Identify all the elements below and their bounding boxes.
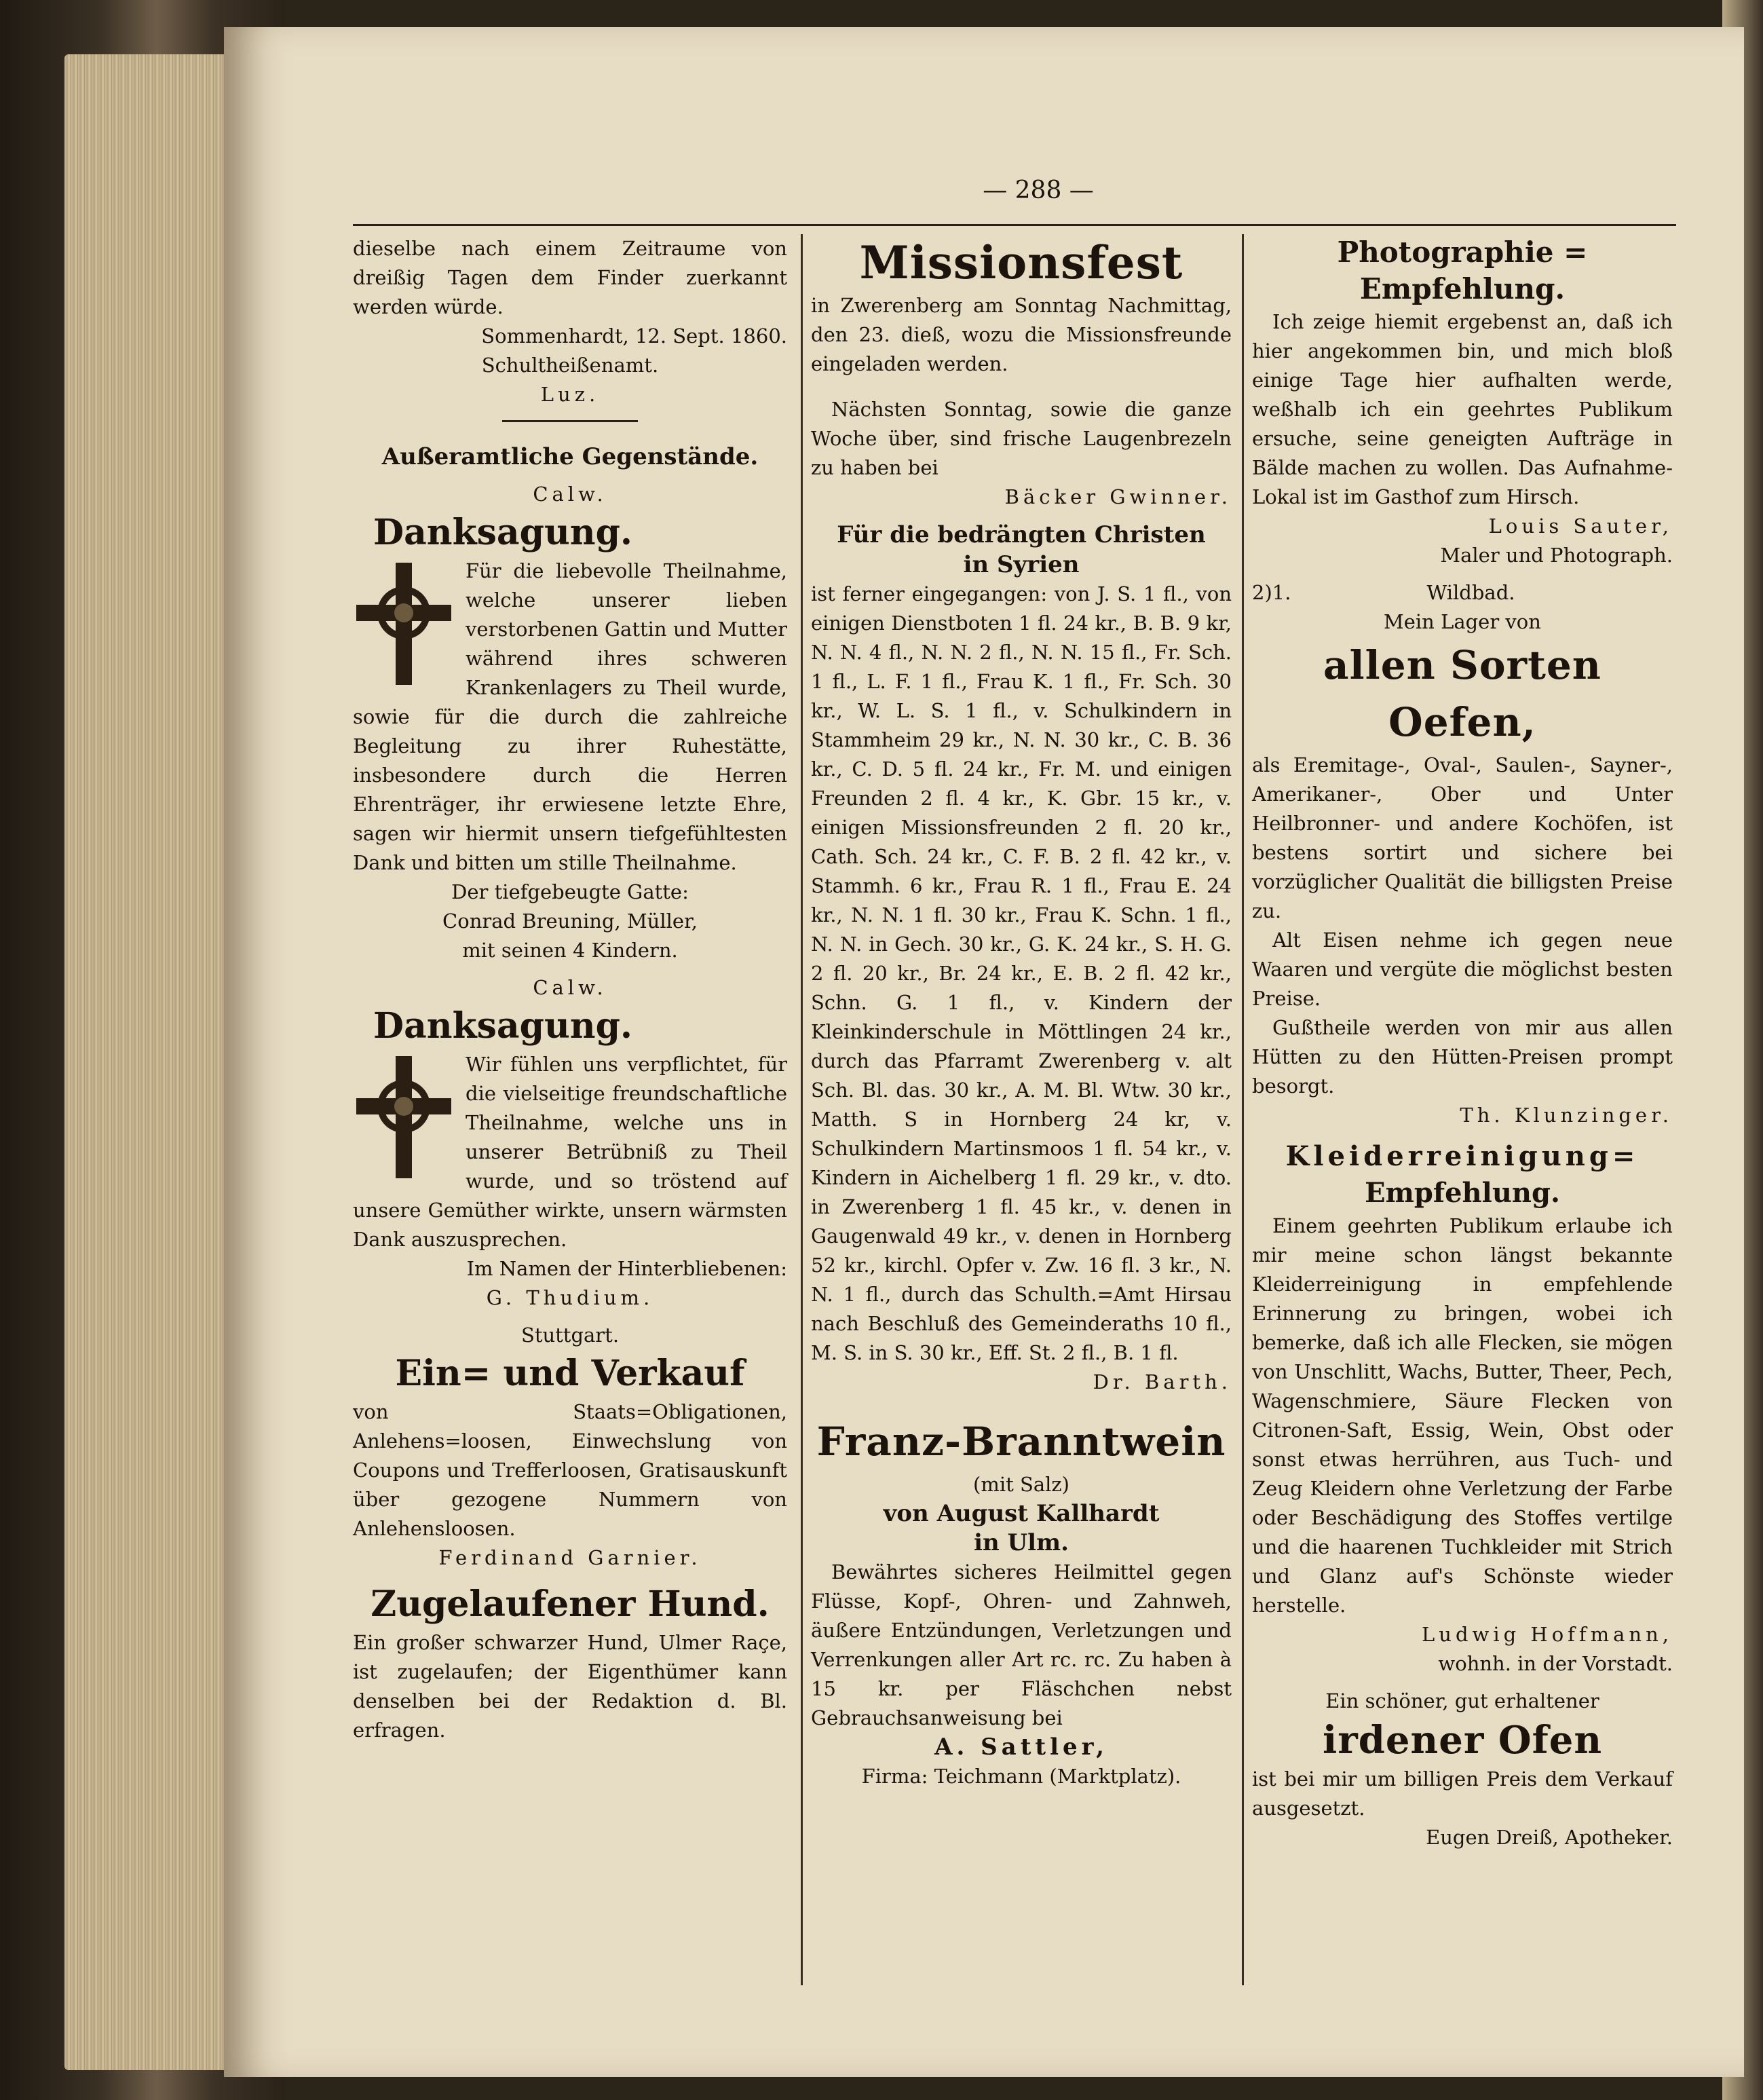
franz-subtitle: (mit Salz) [973, 1473, 1069, 1496]
thanks1-title: Danksagung. [373, 512, 633, 553]
column-1 [353, 234, 787, 1745]
thanks2-title: Danksagung. [373, 1005, 633, 1047]
photo-signature-2: Maler und Photograph. [1440, 544, 1673, 567]
thanks1-signature-3: mit seinen 4 Kindern. [462, 939, 678, 962]
thanks1-body: Für die liebevolle Theilnahme, welche unserer lieben verstorbenen Gattin und Mutter während ihres schweren Krankenlagers zu Theil wurde, sowie für die durch die zahlreiche Begleitung zu ihrer Ruhestätte, insbesondere durch die Herren Ehrenträger, ihr erwiesene letzte Ehre, sagen wir hiermit unsern tiefgefühltesten Dank und bitten um stille Theilnahme. [353, 559, 787, 874]
oven-title: allen Sorten Oefen, [1323, 642, 1601, 745]
header-rule [353, 224, 1676, 226]
column-3 [1252, 234, 1673, 1852]
bakery-body: Nächsten Sonntag, sowie die ganze Woche über, sind frische Laugenbrezeln zu haben bei [811, 398, 1232, 479]
oven-place: Wildbad. [1426, 581, 1515, 604]
finder-notice-name: Luz. [540, 383, 600, 406]
sale-intro: Ein schöner, gut erhaltener [1325, 1689, 1599, 1712]
section-heading: Außeramtliche Gegenstände. [381, 443, 759, 470]
oven-intro: Mein Lager von [1384, 610, 1541, 633]
oven-body-2: Alt Eisen nehme ich gegen neue Waaren und vergüte die möglichst besten Preise. [1252, 929, 1673, 1010]
syria-signature: Dr. Barth. [1093, 1370, 1232, 1393]
bakery-signature: Bäcker Gwinner. [1004, 485, 1232, 508]
thanks2-body: Wir fühlen uns verpflichtet, für die vielseitige freundschaftliche Theilnahme, welche uns in unserer Betrübniß zu Theil wurde, und so tröstend auf unsere Gemüther wirkte, unsern wärmsten Dank auszusprechen. [353, 1053, 787, 1251]
column-divider-2 [1242, 234, 1244, 1985]
buy-place: Stuttgart. [520, 1324, 620, 1347]
photo-signature-1: Louis Sauter, [1488, 514, 1673, 538]
section-divider [502, 420, 638, 422]
franz-body: Bewährtes sicheres Heilmittel gegen Flüsse, Kopf-, Ohren- und Zahnweh, äußere Entzündungen, Verletzungen und Verrenkungen aller Art rc. rc. Zu haben à 15 kr. per Fläschchen nebst Gebrauchsanweisung bei [811, 1560, 1232, 1729]
thanks1-signature-1: Der tiefgebeugte Gatte: [451, 880, 689, 903]
column-divider-1 [801, 234, 803, 1985]
sale-title: irdener Ofen [1322, 1718, 1603, 1763]
oven-body-3: Gußtheile werden von mir aus allen Hütten zu den Hütten-Preisen prompt besorgt. [1252, 1016, 1673, 1098]
oven-ref: 2)1. [1252, 581, 1291, 604]
franz-seller: A. Sattler, [934, 1733, 1108, 1761]
syria-title-line2: in Syrien [963, 551, 1080, 578]
franz-city: in Ulm. [974, 1529, 1069, 1556]
clean-signature-2: wohnh. in der Vorstadt. [1438, 1652, 1673, 1675]
clean-title-line2: Empfehlung. [1365, 1177, 1560, 1209]
thanks1-place: Calw. [533, 483, 607, 506]
franz-firm: Firma: Teichmann (Marktplatz). [861, 1765, 1181, 1788]
franz-title: Franz-Branntwein [816, 1419, 1226, 1465]
syria-title-line1: Für die bedrängten Christen [837, 521, 1206, 548]
oven-ref-and-place [1252, 578, 1673, 607]
cross-icon-2 [353, 1053, 455, 1182]
franz-from: von August Kallhardt [883, 1500, 1160, 1527]
photo-title: Photographie = Empfehlung. [1337, 236, 1588, 305]
page-number: — 288 — [983, 176, 1094, 204]
oven-signature: Th. Klunzinger. [1460, 1104, 1673, 1127]
thanks2-signature-1: Im Namen der Hinterbliebenen: [466, 1257, 787, 1280]
mission-body: in Zwerenberg am Sonntag Nachmittag, den 23. dieß, wozu die Missionsfreunde eingeladen werden. [811, 294, 1232, 375]
clean-body: Einem geehrten Publikum erlaube ich mir meine schon längst bekannte Kleiderreinigung in empfehlende Erinnerung zu bringen, wobei ich bemerke, daß ich alle Flecken, sie mögen von Unschlitt, Wachs, Butter, Theer, Pech, Wagenschmiere, Säure Flecken von Citronen-Saft, Essig, Wein, Obst oder sonst etwas herrühren, aus Tuch- und Zeug Kleidern ohne Verletzung der Farbe oder Beschädigung des Stoffes vertilge und die haarenen Tuchkleider mit Strich und Glanz auf's Schönste wieder herstelle. [1252, 1214, 1673, 1617]
buy-title: Ein= und Verkauf [395, 1353, 745, 1394]
sale-signature: Eugen Dreiß, Apotheker. [1426, 1826, 1673, 1849]
dog-title: Zugelaufener Hund. [371, 1583, 770, 1625]
buy-body: von Staats=Obligationen, Anlehens=loosen, Einwechslung von Coupons und Trefferloosen, Gratisauskunft über gezogene Nummern von Anlehensloosen. [353, 1400, 787, 1540]
syria-body: ist ferner eingegangen: von J. S. 1 fl., von einigen Dienstboten 1 fl. 24 kr., B. B. 9 kr, N. N. 4 fl., N. N. 2 fl., N. N. 15 fl., Fr. Sch. 1 fl., L. F. 1 fl., Frau K. 1 fl., Fr. Sch. 30 kr., W. L. S. 1 fl., v. Schulkindern in Stammheim 29 kr., N. N. 30 kr., C. B. 36 kr., C. D. 5 fl. 24 kr., Fr. M. und einigen Freunden 2 fl. 4 kr., K. Gbr. 15 kr., v. einigen Missionsfreunden 2 fl. 20 kr., Cath. Sch. 24 kr., C. F. B. 2 fl. 42 kr., v. Stammh. 6 kr., Frau R. 1 fl., Frau E. 24 kr., N. N. 1 fl. 30 kr., Frau K. Schn. 1 fl., N. N. in Gech. 30 kr., G. K. 24 kr., S. H. G. 2 fl. 20 kr., Br. 24 kr., E. B. 2 fl. 42 kr., Schn. G. 1 fl., v. Kindern der Kleinkinderschule in Möttlingen 24 kr., durch das Pfarramt Zwerenberg v. alt Sch. Bl. das. 30 kr., A. M. Bl. Wtw. 30 kr., Matth. S in Hornberg 24 kr, v. Schulkindern Martinsmoos 1 fl. 54 kr., v. Kindern in Aichelberg 1 fl. 29 kr., v. dto. in Zwerenberg 1 fl. 45 kr., v. denen in Gaugenwald 49 kr., v. denen in Hornberg 52 kr., kirchl. Opfer v. Zw. 16 fl. 3 kr., N. N. 1 fl., durch das Schulth.=Amt Hirsau nach Beschluß des Gemeinderaths 10 fl., M. S. in S. 30 kr., Eff. St. 2 fl., B. 1 fl. [811, 582, 1232, 1364]
sale-body: ist bei mir um billigen Preis dem Verkauf ausgesetzt. [1252, 1767, 1673, 1820]
column-2 [811, 234, 1232, 1791]
clean-title-line1: Kleiderreinigung= [1285, 1140, 1639, 1172]
thanks2-signature-2: G. Thudium. [486, 1286, 654, 1309]
oven-body: als Eremitage-, Oval-, Saulen-, Sayner-, Amerikaner-, Ober und Unter Heilbronner- und andere Kochöfen, ist bestens sortirt und sichere bei vorzüglicher Qualität die billigsten Preise zu. [1252, 753, 1673, 922]
cross-icon [353, 559, 455, 688]
photo-body: Ich zeige hiemit ergebenst an, daß ich hier angekommen bin, und mich bloß einige Tage hier aufhalten werde, weßhalb ich ein geehrtes Publikum ersuche, seine geneigten Aufträge in Bälde machen zu wollen. Das Aufnahme-Lokal ist im Gasthof zum Hirsch. [1252, 310, 1673, 508]
thanks2-place: Calw. [533, 976, 607, 999]
buy-signature: Ferdinand Garnier. [438, 1546, 702, 1569]
mission-title: Missionsfest [859, 236, 1183, 289]
finder-notice-date: Sommenhardt, 12. Sept. 1860. [481, 324, 787, 348]
finder-notice-office: Schultheißenamt. [481, 354, 659, 377]
clean-signature-1: Ludwig Hoffmann, [1422, 1623, 1673, 1646]
finder-notice-text: dieselbe nach einem Zeitraume von dreißig Tagen dem Finder zuerkannt werden würde. [353, 237, 787, 318]
dog-body: Ein großer schwarzer Hund, Ulmer Raçe, ist zugelaufen; der Eigenthümer kann denselben bei der Redaktion d. Bl. erfragen. [353, 1631, 787, 1742]
thanks1-signature-2: Conrad Breuning, Müller, [442, 910, 698, 933]
